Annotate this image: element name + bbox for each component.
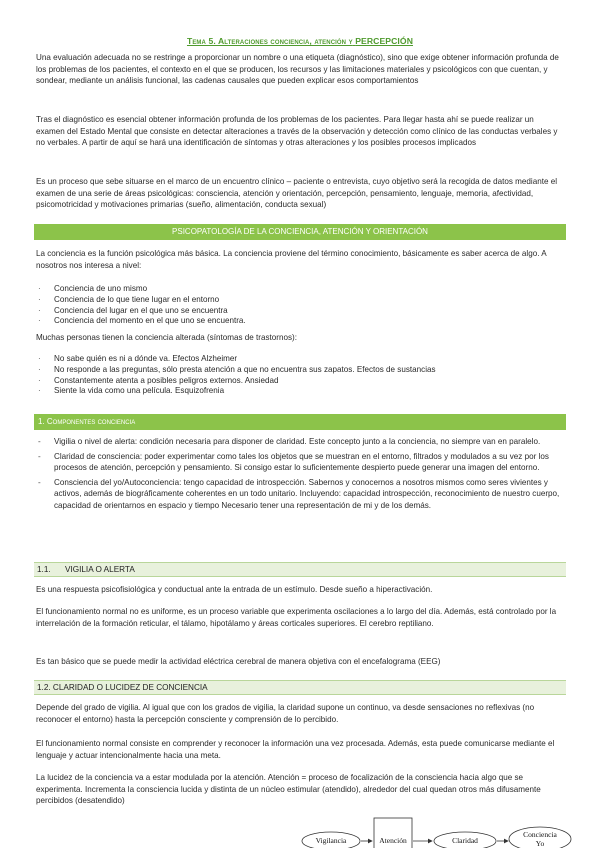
claridad-paragraph-1: Depende del grado de vigilia. Al igual que con los grados de vigilia, la claridad supone un continuo, va desde sensaciones no reflexivas (no reconocer el entorno) hasta la percepción consciente y comprensión de lo percibido. <box>36 703 535 724</box>
atencion-label: Atención <box>379 836 407 845</box>
componentes-list <box>36 436 564 515</box>
conciencia-label-line1: Conciencia <box>523 830 557 839</box>
list-item: · Conciencia de lo que tiene lugar en el entorno <box>36 295 560 306</box>
subheading-label: VIGILIA O ALERTA <box>65 565 135 574</box>
list-item: - Vigilia o nivel de alerta: condición necesaria para disponer de claridad. Este concepto junto a la conciencia, no siempre van en paralelo. <box>36 436 564 448</box>
list-item: · Siente la vida como una película. Esquizofrenia <box>36 386 560 397</box>
title-prefix: Tema 5. Alteraciones conciencia, atención y <box>186 36 353 46</box>
alterada-intro: Muchas personas tienen la conciencia alterada (síntomas de trastornos): <box>36 333 297 342</box>
intro-paragraph-3: Es un proceso que sebe situarse en el marco de un encuentro clínico – paciente o entrevista, cuyo objetivo será la recogida de datos mediante el examen de una serie de áreas psicológicas: consciencia, atención y orientación, percepción, pensamiento, lenguaje, memoria, afectividad, psicomotricidad y motivaciones primarias (sueño, alimentación, conducta sexual) <box>36 177 558 210</box>
conciencia-label-line2: Yo <box>535 839 545 848</box>
list-item: - Claridad de consciencia: poder experimentar como tales los objetos que se muestran en el entorno, filtrados y modulados a su vez por los procesos de atención, percepción y pensamiento. Si consigo estar lo suficientemente despierto puede generar una imagen del entorno. <box>36 451 564 474</box>
claridad-label: Claridad <box>452 836 478 845</box>
list-item: · Conciencia del momento en el que uno se encuentra. <box>36 316 560 327</box>
claridad-paragraph-2: El funcionamiento normal consiste en comprender y reconocer la información una vez procesada. Además, esta puede comunicarse mediante el lenguaje y actuar intencionalmente hacia una meta. <box>36 739 555 760</box>
subheading-claridad: 1.2. CLARIDAD O LUCIDEZ DE CONCIENCIA <box>34 680 566 695</box>
title-suffix: PERCEPCIÓN <box>355 36 414 46</box>
vigilia-paragraph-2: El funcionamiento normal no es uniforme, es un proceso variable que experimenta oscilaciones a lo largo del día. Además, está controlado por la interrelación de la formación reticular, el tálamo, hipotálamo y áreas corticales superiores. El cerebro reptiliano. <box>36 607 557 628</box>
subheading-number: 1.1. <box>37 565 51 574</box>
list-item: · Conciencia de uno mismo <box>36 284 560 295</box>
document-title <box>0 36 600 46</box>
claridad-paragraph-3: La lucidez de la conciencia va a estar modulada por la atención. Atención = proceso de focalización de la consciencia hacia algo que se experimenta. Incrementa la consciencia lucida y distinta de un núcleo estimular (atendido), alrededor del cual quedan otros más difusamente percibidos (desatendido) <box>36 773 541 806</box>
niveles-list <box>36 284 560 327</box>
vigilia-paragraph-3: Es tan básico que se puede medir la actividad eléctrica cerebral de manera objetiva con el encefalograma (EEG) <box>36 657 441 666</box>
intro-paragraph-1: Una evaluación adecuada no se restringe a proporcionar un nombre o una etiqueta (diagnóstico), sino que exige obtener información profunda de los problemas de los pacientes, el contexto en el que se producen, los recursos y las limitaciones materiales y psicológicos con que cuentan, y sondear, mediante un análisis funcional, las cadenas causales que pueden explicar esos comportamientos <box>36 53 559 86</box>
vigilancia-label: Vigilancia <box>315 836 347 845</box>
intro-paragraph-2: Tras el diagnóstico es esencial obtener información profunda de los problemas de los pacientes. Para llegar hasta ahí se puede realizar un examen del Estado Mental que consiste en detectar alteraciones a través de la observación y detección como clínico de las conductas verbales y no verbales. A partir de aquí se hará una identificación de síntomas y otras alteraciones y los posibles procesos implicados <box>36 115 558 148</box>
conciencia-intro: La conciencia es la función psicológica más básica. La conciencia proviene del término conocimiento, básicamente es saber acerca de algo. A nosotros nos interesa a nivel: <box>36 249 547 270</box>
list-item: · Conciencia del lugar en el que uno se encuentra <box>36 306 560 317</box>
alterada-list <box>36 354 560 397</box>
list-item: · No responde a las preguntas, sólo presta atención a que no encuentra sus zapatos. Efectos de sustancias <box>36 365 560 376</box>
vigilia-paragraph-1: Es una respuesta psicofisiológica y conductual ante la entrada de un estímulo. Desde sueño a hiperactivación. <box>36 585 433 594</box>
list-item: · Constantemente atenta a posibles peligros externos. Ansiedad <box>36 376 560 387</box>
conciencia-flow-diagram <box>0 808 600 848</box>
section-heading-psicopatologia: PSICOPATOLOGÍA DE LA CONCIENCIA, ATENCIÓN Y ORIENTACIÓN <box>34 224 566 240</box>
list-item: - Consciencia del yo/Autoconciencia: tengo capacidad de introspección. Sabernos y conocernos a nosotros mismos como seres vivientes y activos, además de biográficamente coherentes en un todo unitario. Incluyendo: capacidad introspección, reconocimiento de nuestro cuerpo, capacidad de orientarnos en espacio y tiempo Necesario tener una representación de mi y de los demás. <box>36 477 564 512</box>
subheading-vigilia <box>34 562 566 577</box>
section-heading-componentes: 1. Componentes conciencia <box>34 414 566 430</box>
list-item: · No sabe quién es ni a dónde va. Efectos Alzheimer <box>36 354 560 365</box>
